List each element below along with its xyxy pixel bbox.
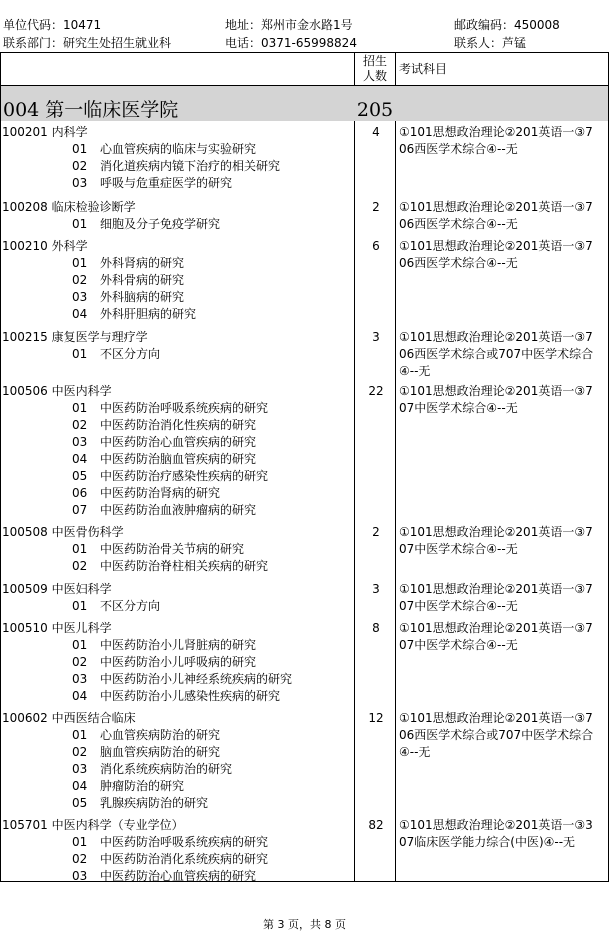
major-exam: ①101思想政治理论②201英语一③707中医学术综合④--无 xyxy=(399,384,593,415)
direction-item xyxy=(72,654,256,670)
direction-item xyxy=(72,272,184,288)
direction-code: 02 xyxy=(72,559,88,573)
direction-code: 03 xyxy=(72,672,88,686)
direction-item xyxy=(72,175,232,191)
direction-name: 中医药防治脑血管疾病的研究 xyxy=(100,452,257,466)
major-count: 12 xyxy=(368,711,384,725)
major-exam: ①101思想政治理论②201英语一③307临床医学能力综合(中医)④--无 xyxy=(399,818,593,849)
direction-name: 中医药防治心血管疾病的研究 xyxy=(100,435,257,449)
direction-name: 外科肾病的研究 xyxy=(100,256,185,270)
direction-item xyxy=(72,778,184,794)
major-exam: ①101思想政治理论②201英语一③707中医学术综合④--无 xyxy=(399,582,593,613)
direction-name: 中医药防治脊柱相关疾病的研究 xyxy=(100,559,269,573)
direction-code: 05 xyxy=(72,796,88,810)
direction-name: 消化系统疾病防治的研究 xyxy=(100,762,233,776)
direction-name: 中医药防治疗感染性疾病的研究 xyxy=(100,469,269,483)
major-count: 3 xyxy=(372,330,380,344)
major-title: 100508 中医骨伤科学 xyxy=(2,525,124,539)
direction-name: 肿瘤防治的研究 xyxy=(100,779,185,793)
major-title: 100201 内科学 xyxy=(2,125,88,139)
direction-name: 心血管疾病的临床与实验研究 xyxy=(100,142,257,156)
table-top-border xyxy=(0,52,609,53)
direction-code: 02 xyxy=(72,418,88,432)
direction-name: 心血管疾病防治的研究 xyxy=(100,728,221,742)
major-count: 2 xyxy=(372,200,380,214)
direction-code: 01 xyxy=(72,347,88,361)
major-count: 4 xyxy=(372,125,380,139)
major-count: 82 xyxy=(368,818,384,832)
direction-item xyxy=(72,851,268,867)
direction-item xyxy=(72,868,256,884)
address: 地址：郑州市金水路1号 xyxy=(225,18,353,32)
major-title: 105701 中医内科学（专业学位） xyxy=(2,818,184,832)
direction-item xyxy=(72,727,220,743)
direction-name: 中医药防治心血管疾病的研究 xyxy=(100,869,257,883)
exam-header: 考试科目 xyxy=(399,62,448,76)
direction-item xyxy=(72,744,220,760)
direction-name: 乳腺疾病防治的研究 xyxy=(100,796,209,810)
enroll-header-line2: 人数 xyxy=(362,69,387,83)
major-title: 100602 中西医结合临床 xyxy=(2,711,136,725)
direction-code: 02 xyxy=(72,273,88,287)
postcode: 邮政编码：450008 xyxy=(454,18,560,32)
direction-item xyxy=(72,417,256,433)
direction-item xyxy=(72,451,256,467)
direction-item xyxy=(72,761,232,777)
direction-item xyxy=(72,541,244,557)
direction-item xyxy=(72,289,184,305)
direction-code: 04 xyxy=(72,779,88,793)
major-exam: ①101思想政治理论②201英语一③707中医学术综合④--无 xyxy=(399,525,593,556)
college-title: 004 第一临床医学院 xyxy=(3,99,179,121)
direction-item xyxy=(72,795,208,811)
direction-code: 03 xyxy=(72,435,88,449)
direction-name: 中医药防治呼吸系统疾病的研究 xyxy=(100,835,269,849)
direction-item xyxy=(72,306,196,322)
major-title: 100509 中医妇科学 xyxy=(2,582,112,596)
direction-name: 中医药防治呼吸系统疾病的研究 xyxy=(100,401,269,415)
direction-item xyxy=(72,558,268,574)
direction-name: 中医药防治消化性疾病的研究 xyxy=(100,418,257,432)
direction-code: 03 xyxy=(72,869,88,883)
direction-code: 01 xyxy=(72,217,88,231)
direction-code: 01 xyxy=(72,728,88,742)
major-count: 22 xyxy=(368,384,384,398)
exam-column-divider xyxy=(395,52,396,882)
direction-item xyxy=(72,485,220,501)
enroll-header-line1: 招生 xyxy=(362,54,387,68)
direction-item xyxy=(72,434,256,450)
major-count: 6 xyxy=(372,239,380,253)
direction-code: 01 xyxy=(72,542,88,556)
direction-code: 07 xyxy=(72,503,88,517)
page-footer: 第 3 页，共 8 页 xyxy=(263,918,346,931)
major-exam: ①101思想政治理论②201英语一③706西医学术综合④--无 xyxy=(399,239,593,270)
direction-name: 不区分方向 xyxy=(100,599,161,613)
college-count: 205 xyxy=(356,99,394,121)
direction-code: 01 xyxy=(72,401,88,415)
direction-code: 03 xyxy=(72,762,88,776)
direction-code: 03 xyxy=(72,290,88,304)
major-title: 100510 中医儿科学 xyxy=(2,621,112,635)
direction-code: 01 xyxy=(72,599,88,613)
direction-item xyxy=(72,671,292,687)
direction-item xyxy=(72,688,280,704)
direction-code: 04 xyxy=(72,452,88,466)
direction-code: 03 xyxy=(72,176,88,190)
major-title: 100215 康复医学与理疗学 xyxy=(2,330,148,344)
direction-name: 外科骨病的研究 xyxy=(100,273,185,287)
major-title: 100506 中医内科学 xyxy=(2,384,112,398)
direction-code: 02 xyxy=(72,655,88,669)
major-title: 100210 外科学 xyxy=(2,239,88,253)
direction-item xyxy=(72,637,256,653)
direction-item xyxy=(72,598,160,614)
direction-item xyxy=(72,141,256,157)
direction-code: 06 xyxy=(72,486,88,500)
direction-name: 中医药防治小儿感染性疾病的研究 xyxy=(100,689,281,703)
contact-person: 联系人：芦锰 xyxy=(454,36,527,50)
direction-code: 02 xyxy=(72,159,88,173)
direction-code: 04 xyxy=(72,689,88,703)
direction-item xyxy=(72,158,280,174)
enroll-header xyxy=(356,54,394,84)
direction-name: 脑血管疾病防治的研究 xyxy=(100,745,221,759)
direction-code: 01 xyxy=(72,835,88,849)
direction-item xyxy=(72,502,256,518)
table-left-border xyxy=(0,52,1,882)
unit-code: 单位代码：10471 xyxy=(3,18,102,32)
direction-code: 05 xyxy=(72,469,88,483)
direction-code: 02 xyxy=(72,852,88,866)
direction-item xyxy=(72,834,268,850)
direction-item xyxy=(72,255,184,271)
direction-code: 01 xyxy=(72,638,88,652)
direction-name: 外科肝胆病的研究 xyxy=(100,307,197,321)
major-count: 3 xyxy=(372,582,380,596)
direction-item xyxy=(72,400,268,416)
direction-name: 中医药防治血液肿瘤病的研究 xyxy=(100,503,257,517)
major-exam: ①101思想政治理论②201英语一③706西医学术综合或707中医学术综合④--无 xyxy=(399,330,594,378)
direction-name: 中医药防治小儿肾脏病的研究 xyxy=(100,638,257,652)
count-column-divider xyxy=(354,52,355,882)
direction-code: 04 xyxy=(72,307,88,321)
major-exam: ①101思想政治理论②201英语一③706西医学术综合④--无 xyxy=(399,125,593,156)
direction-name: 外科脑病的研究 xyxy=(100,290,185,304)
direction-name: 中医药防治骨关节病的研究 xyxy=(100,542,245,556)
phone: 电话：0371-65998824 xyxy=(225,36,357,50)
direction-name: 中医药防治肾病的研究 xyxy=(100,486,221,500)
major-title: 100208 临床检验诊断学 xyxy=(2,200,136,214)
major-count: 2 xyxy=(372,525,380,539)
direction-name: 中医药防治消化系统疾病的研究 xyxy=(100,852,269,866)
department: 联系部门：研究生处招生就业科 xyxy=(3,36,172,50)
direction-code: 01 xyxy=(72,256,88,270)
major-count: 8 xyxy=(372,621,380,635)
direction-name: 细胞及分子免疫学研究 xyxy=(100,217,221,231)
direction-name: 呼吸与危重症医学的研究 xyxy=(100,176,233,190)
direction-name: 不区分方向 xyxy=(100,347,161,361)
direction-code: 02 xyxy=(72,745,88,759)
direction-item xyxy=(72,216,220,232)
major-exam: ①101思想政治理论②201英语一③706西医学术综合④--无 xyxy=(399,200,593,231)
direction-item xyxy=(72,346,160,362)
direction-item xyxy=(72,468,268,484)
major-exam: ①101思想政治理论②201英语一③707中医学术综合④--无 xyxy=(399,621,593,652)
direction-name: 消化道疾病内镜下治疗的相关研究 xyxy=(100,159,281,173)
major-exam: ①101思想政治理论②201英语一③706西医学术综合或707中医学术综合④--无 xyxy=(399,711,594,759)
direction-code: 01 xyxy=(72,142,88,156)
direction-name: 中医药防治小儿呼吸病的研究 xyxy=(100,655,257,669)
direction-name: 中医药防治小儿神经系统疾病的研究 xyxy=(100,672,293,686)
